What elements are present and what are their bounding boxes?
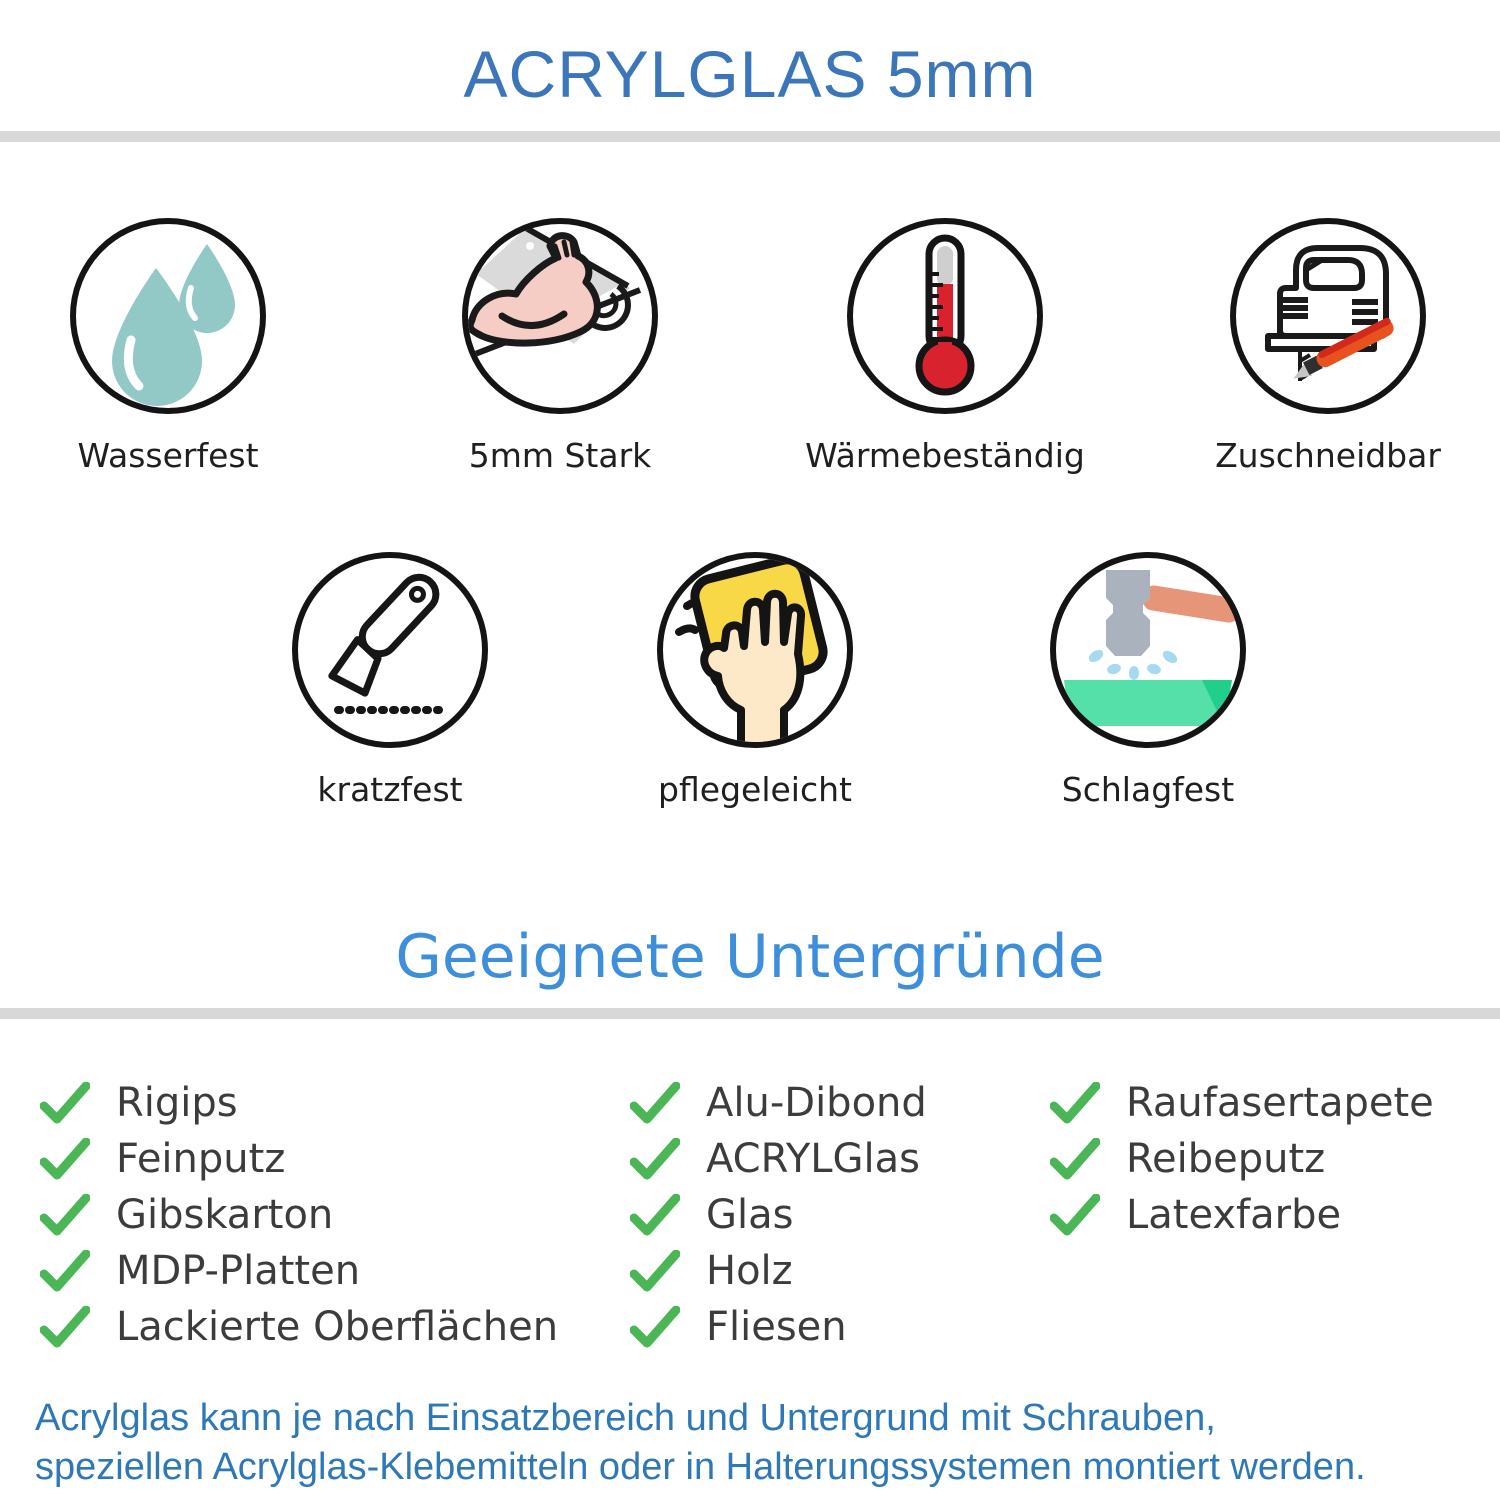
check-icon bbox=[630, 1138, 680, 1180]
check-icon bbox=[40, 1306, 90, 1348]
water-drops-icon bbox=[70, 218, 266, 414]
feature-label: Zuschneidbar bbox=[1215, 436, 1441, 475]
footer-line-2: speziellen Acrylglas-Klebemitteln oder in Halterungssystemen montiert werden. bbox=[35, 1446, 1366, 1488]
muscle-arm-icon bbox=[462, 218, 658, 414]
hammer-icon bbox=[1050, 552, 1246, 748]
divider-bar-top bbox=[0, 131, 1500, 142]
feature-zuschneidbar bbox=[1158, 218, 1498, 475]
surface-label: Feinputz bbox=[116, 1136, 286, 1182]
surface-label: Glas bbox=[706, 1192, 794, 1238]
surface-label: Gibskarton bbox=[116, 1192, 334, 1238]
surface-label: ACRYLGlas bbox=[706, 1136, 921, 1182]
feature-label: pflegeleicht bbox=[658, 770, 852, 809]
thermometer-icon bbox=[847, 218, 1043, 414]
feature-waermebestaendig bbox=[775, 218, 1115, 475]
section-heading: Geeignete Untergründe bbox=[395, 922, 1105, 992]
check-icon bbox=[630, 1250, 680, 1292]
surface-item bbox=[1050, 1075, 1434, 1131]
page-title: ACRYLGLAS 5mm bbox=[463, 37, 1037, 111]
surface-item bbox=[40, 1187, 558, 1243]
surface-item bbox=[630, 1187, 927, 1243]
surface-label: Holz bbox=[706, 1248, 793, 1294]
surfaces-column-3 bbox=[1050, 1075, 1434, 1243]
check-icon bbox=[630, 1082, 680, 1124]
surface-item bbox=[630, 1131, 927, 1187]
surface-label: Raufasertapete bbox=[1126, 1080, 1434, 1126]
surface-item bbox=[1050, 1187, 1434, 1243]
surface-item bbox=[630, 1075, 927, 1131]
check-icon bbox=[40, 1138, 90, 1180]
surface-label: Reibeputz bbox=[1126, 1136, 1326, 1182]
surface-label: Latexfarbe bbox=[1126, 1192, 1342, 1238]
feature-label: 5mm Stark bbox=[468, 436, 652, 475]
surface-label: Rigips bbox=[116, 1080, 238, 1126]
check-icon bbox=[1050, 1082, 1100, 1124]
check-icon bbox=[40, 1250, 90, 1292]
feature-wasserfest bbox=[0, 218, 338, 475]
footer-line-1: Acrylglas kann je nach Einsatzbereich und Untergrund mit Schrauben, bbox=[35, 1397, 1216, 1439]
surfaces-column-2 bbox=[630, 1075, 927, 1355]
feature-label: kratzfest bbox=[317, 770, 463, 809]
jigsaw-icon bbox=[1230, 218, 1426, 414]
feature-label: Wasserfest bbox=[77, 436, 259, 475]
feature-pflegeleicht bbox=[585, 552, 925, 809]
check-icon bbox=[630, 1306, 680, 1348]
check-icon bbox=[630, 1194, 680, 1236]
surface-label: Fliesen bbox=[706, 1304, 847, 1350]
surfaces-column-1 bbox=[40, 1075, 558, 1355]
feature-label: Wärmebeständig bbox=[805, 436, 1085, 475]
check-icon bbox=[40, 1194, 90, 1236]
surface-item bbox=[1050, 1131, 1434, 1187]
check-icon bbox=[1050, 1138, 1100, 1180]
cleaning-hand-icon bbox=[657, 552, 853, 748]
surface-label: Lackierte Oberflächen bbox=[116, 1304, 559, 1350]
surface-label: Alu-Dibond bbox=[706, 1080, 927, 1126]
utility-knife-icon bbox=[292, 552, 488, 748]
feature-schlagfest bbox=[978, 552, 1318, 809]
check-icon bbox=[40, 1082, 90, 1124]
footer-note bbox=[35, 1394, 1366, 1492]
surface-item bbox=[40, 1075, 558, 1131]
feature-5mm-stark bbox=[390, 218, 730, 475]
surface-label: MDP-Platten bbox=[116, 1248, 361, 1294]
check-icon bbox=[1050, 1194, 1100, 1236]
feature-label: Schlagfest bbox=[1061, 770, 1235, 809]
surface-item bbox=[40, 1243, 558, 1299]
feature-kratzfest bbox=[220, 552, 560, 809]
surface-item bbox=[40, 1131, 558, 1187]
divider-bar-middle bbox=[0, 1008, 1500, 1019]
surface-item bbox=[40, 1299, 558, 1355]
surface-item bbox=[630, 1243, 927, 1299]
surface-item bbox=[630, 1299, 927, 1355]
